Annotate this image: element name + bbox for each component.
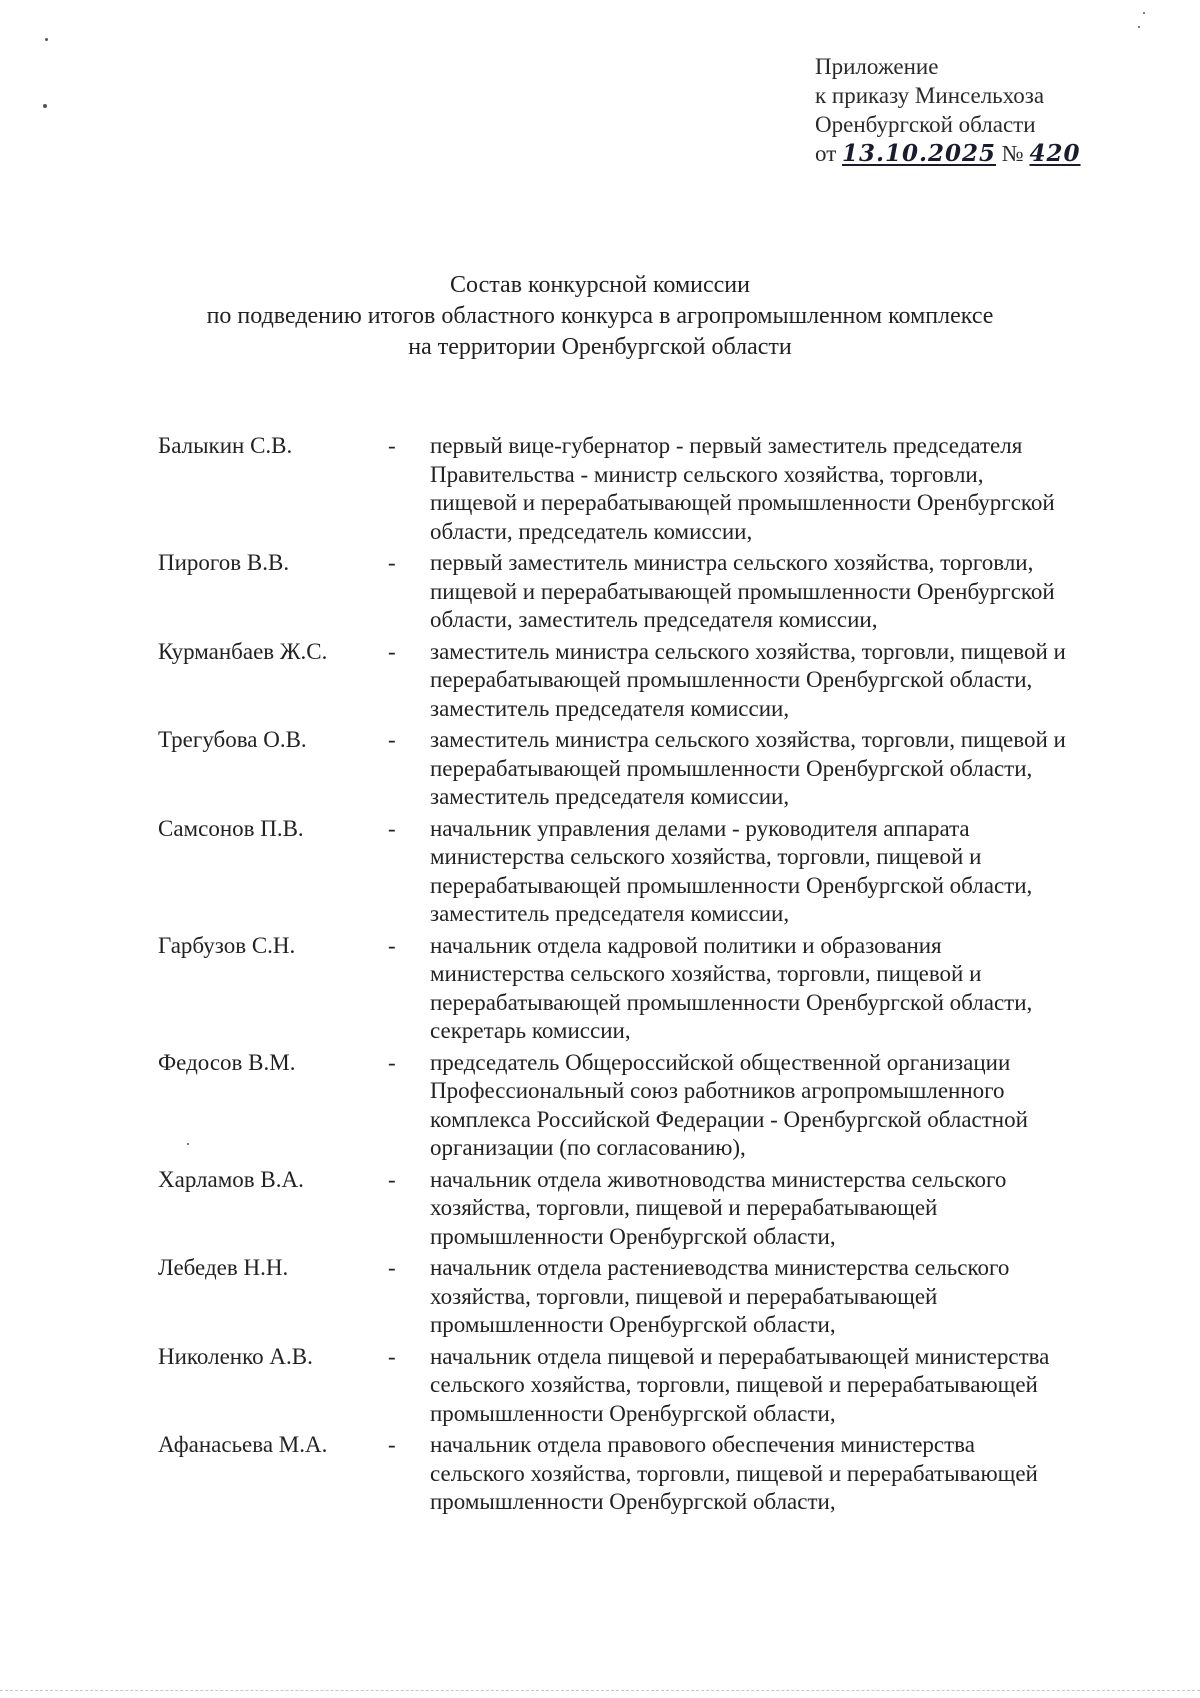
member-position-line: области, заместитель председателя комиссии, [430,607,878,632]
member-position [430,1431,1168,1517]
member-name: Афанасьева М.А. [158,1432,328,1457]
member-dash: - [388,932,396,958]
order-date: 13.10.2025 [842,140,997,167]
member-dash: - [388,433,396,458]
member-position-line: министерства сельского хозяйства, торговли, пищевой и [430,844,982,869]
appendix-line-2: к приказу Минсельхоза [815,83,1045,108]
appendix-block [815,52,1112,168]
member-position-line: секретарь комиссии, [430,1018,631,1043]
number-sign: № [1001,141,1024,166]
appendix-line-4 [815,139,1112,168]
order-number: 420 [1029,140,1081,167]
member-name: Балыкин С.В. [158,433,293,458]
member-position-line: перерабатывающей промышленности Оренбургской области, [430,755,1033,781]
member-dash: - [388,1049,396,1075]
member-position-line: хозяйства, торговли, пищевой и перерабатывающей [430,1283,938,1309]
member-dash: - [388,1432,396,1457]
member-position [430,638,1168,724]
member-position-line: первый вице-губернатор - первый заместитель председателя [430,433,1023,458]
member-position-line: Правительства - министр сельского хозяйства, торговли, [430,461,984,487]
member-dash: - [388,550,396,575]
member-position-line: области, председатель комиссии, [430,518,753,544]
scan-speck [1143,12,1145,14]
member-name: Гарбузов С.Н. [158,932,296,958]
member-name: Самсонов П.В. [158,815,304,841]
member-position-line: заместитель министра сельского хозяйства, торговли, пищевой и [430,638,1066,664]
member-position-line: комплекса Российской Федерации - Оренбургской областной [430,1106,1028,1132]
member-position-line: заместитель председателя комиссии, [430,784,790,809]
member-row [158,1343,1168,1429]
member-dash: - [388,1166,396,1192]
member-position-line: сельского хозяйства, торговли, пищевой и перерабатывающей [430,1460,1038,1486]
member-row [158,726,1168,812]
member-position-line: заместитель председателя комиссии, [430,901,790,926]
member-position-line: начальник отдела растениеводства министерства сельского [430,1255,1010,1280]
member-name: Харламов В.А. [158,1166,304,1192]
member-position-line: начальник отдела животноводства министерства сельского [430,1166,1007,1192]
member-position-line: хозяйства, торговли, пищевой и перерабатывающей [430,1195,938,1220]
member-position-line: промышленности Оренбургской области, [430,1312,836,1337]
commission-members-list [158,432,1168,1517]
member-position [430,932,1168,1046]
appendix-line-1: Приложение [815,54,939,79]
member-dash: - [388,727,396,752]
member-position [430,1343,1168,1429]
member-name: Федосов В.М. [158,1049,296,1075]
member-position [430,549,1168,635]
member-position-line: начальник отдела пищевой и перерабатывающей министерства [430,1343,1050,1369]
member-dash: - [388,1255,396,1280]
member-position-line: заместитель министра сельского хозяйства, торговли, пищевой и [430,727,1066,752]
member-position-line: министерства сельского хозяйства, торговли, пищевой и [430,961,982,986]
member-row [158,638,1168,724]
member-position [430,1166,1168,1252]
member-position-line: начальник отдела кадровой политики и образования [430,932,942,958]
member-position-line: промышленности Оренбургской области, [430,1223,836,1249]
member-position-line: организации (по согласованию), [430,1135,746,1160]
appendix-from-label: от [815,141,837,166]
member-name: Трегубова О.В. [158,727,307,752]
title-line-3: на территории Оренбургской области [408,334,792,360]
member-position-line: перерабатывающей промышленности Оренбургской области, [430,872,1033,898]
title-line-2: по подведению итогов областного конкурса в агропромышленном комплексе [206,303,994,329]
member-position-line: промышленности Оренбургской области, [430,1489,836,1514]
member-position-line: перерабатывающей промышленности Оренбургской области, [430,667,1033,692]
member-dash: - [388,638,396,664]
member-row [158,1431,1168,1517]
member-position-line: начальник отдела правового обеспечения министерства [430,1432,975,1457]
member-position [430,1254,1168,1340]
member-position-line: пищевой и перерабатывающей промышленности Оренбургской [430,490,1055,515]
member-name: Лебедев Н.Н. [158,1255,289,1280]
member-row [158,932,1168,1046]
member-position-line: первый заместитель министра сельского хозяйства, торговли, [430,550,1034,575]
member-position-line: начальник управления делами - руководителя аппарата [430,815,970,841]
member-position-line: пищевой и перерабатывающей промышленности Оренбургской [430,578,1055,604]
member-position-line: Профессиональный союз работников агропромышленного [430,1078,1005,1103]
title-line-1: Состав конкурсной комиссии [450,272,750,298]
member-name: Николенко А.В. [158,1343,313,1369]
scan-speck [1138,26,1140,28]
member-position-line: сельского хозяйства, торговли, пищевой и перерабатывающей [430,1372,1038,1397]
scan-edge-line [0,1690,1200,1691]
member-position-line: председатель Общероссийской общественной организации [430,1049,1011,1075]
member-dash: - [388,1343,396,1369]
scan-speck [45,38,48,41]
member-row [158,1254,1168,1340]
document-title [0,270,1200,363]
member-position-line: заместитель председателя комиссии, [430,695,790,721]
member-row [158,549,1168,635]
member-position [430,815,1168,929]
member-row [158,432,1168,546]
member-name: Курманбаев Ж.С. [158,638,328,664]
member-position [430,1049,1168,1163]
member-position-line: перерабатывающей промышленности Оренбургской области, [430,989,1033,1015]
member-position [430,432,1168,546]
member-position [430,726,1168,812]
member-row [158,1166,1168,1252]
member-position-line: промышленности Оренбургской области, [430,1400,836,1426]
member-row [158,815,1168,929]
member-row [158,1049,1168,1163]
member-dash: - [388,815,396,841]
scan-speck [43,104,47,108]
member-name: Пирогов В.В. [158,550,290,575]
appendix-line-3: Оренбургской области [815,112,1036,137]
